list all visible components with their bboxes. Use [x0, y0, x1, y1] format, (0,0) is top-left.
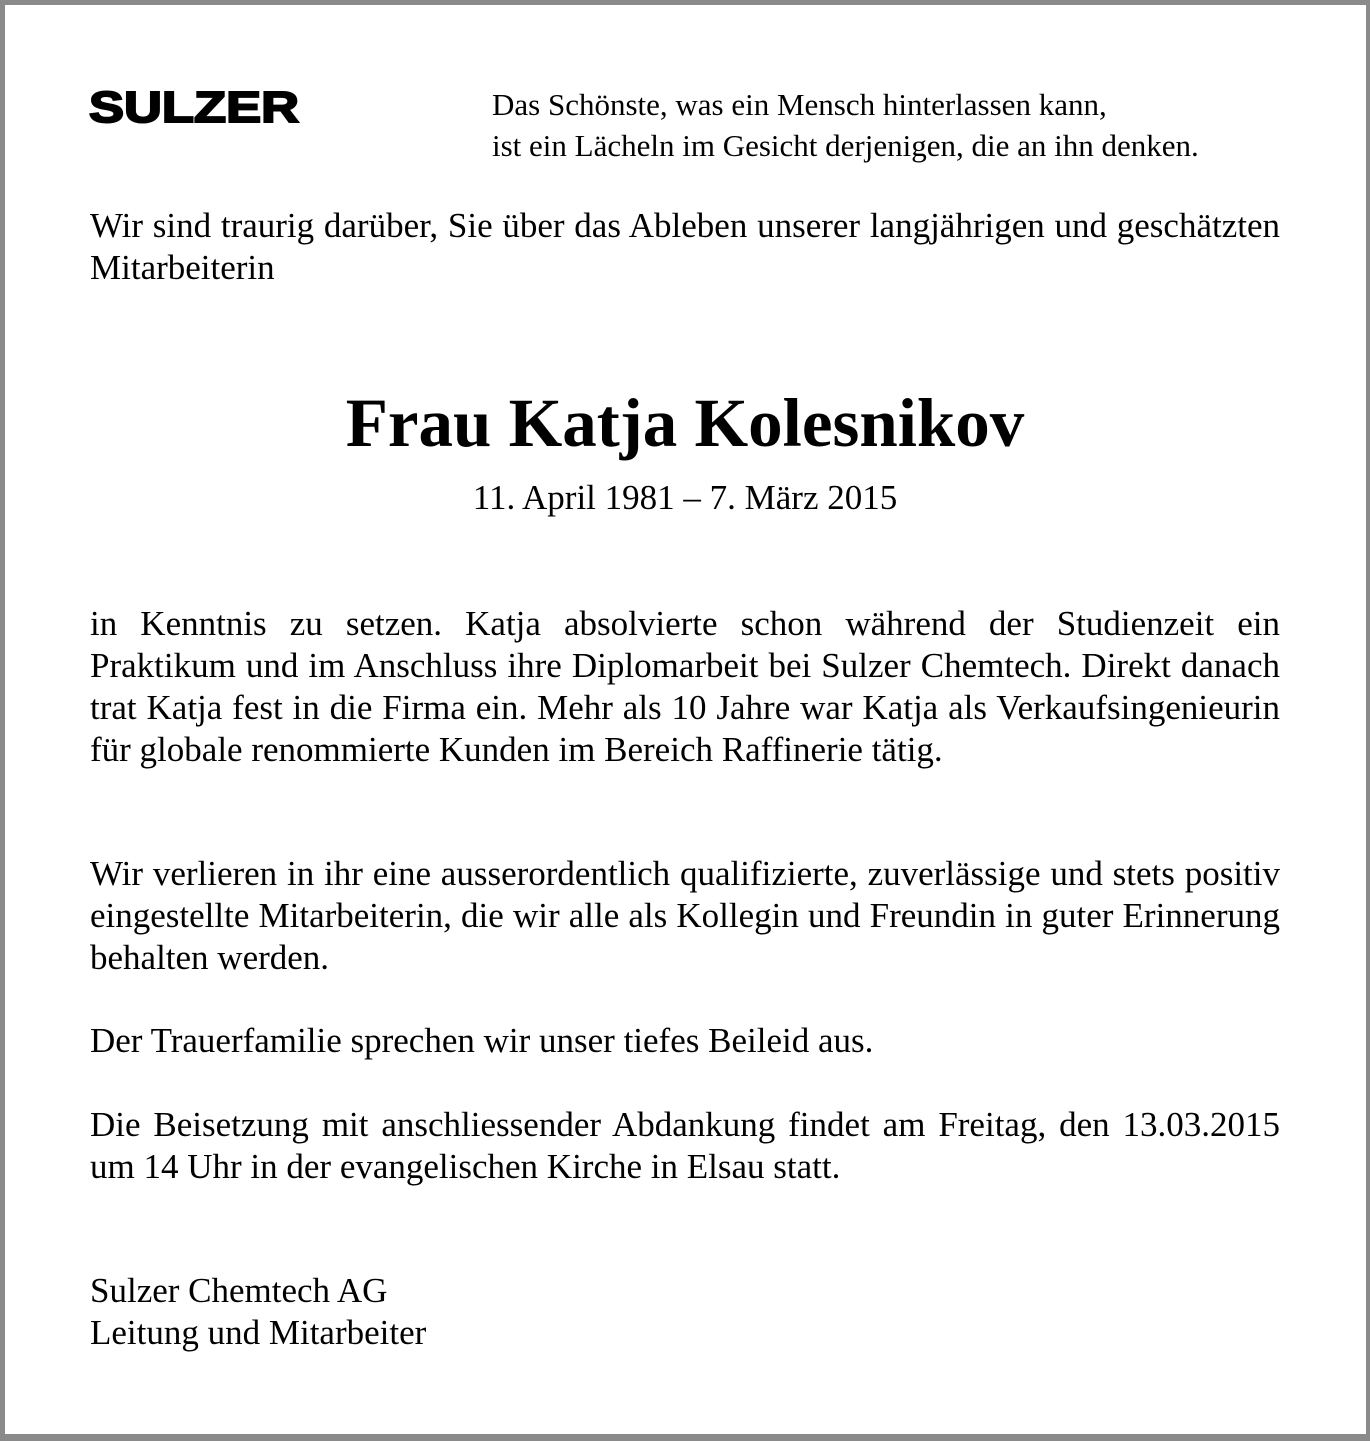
deceased-name: Frau Katja Kolesnikov — [345, 385, 1025, 461]
quote-line-1: Das Schönste, was ein Mensch hinterlassen kann, — [492, 87, 1107, 122]
signature-company: Sulzer Chemtech AG — [90, 1271, 388, 1310]
tribute-paragraph: Wir verlieren in ihr eine ausserordentlich qualifizierte, zuverlässige und stets positiv eingestellte Mitarbeiterin, die wir alle als Kollegin und Freundin in guter Erinnerung behalten werden. — [90, 854, 1280, 977]
intro-paragraph: Wir sind traurig darüber, Sie über das Ableben unserer langjährigen und geschätzten Mitarbeiterin — [90, 206, 1280, 287]
sulzer-logo — [89, 85, 303, 129]
condolence-paragraph: Der Trauerfamilie sprechen wir unser tiefes Beileid aus. — [90, 1021, 874, 1060]
career-paragraph: in Kenntnis zu setzen. Katja absolvierte schon während der Studienzeit ein Praktikum und im Anschluss ihre Diplomarbeit bei Sulzer Chemtech. Direkt danach trat Katja fest in die Firma ein. Mehr als 10 Jahre war Katja als Verkaufsingenieurin für globale renommierte Kunden im Bereich Raffinerie tätig. — [90, 604, 1280, 769]
quote-line-2: ist ein Lächeln im Gesicht derjenigen, die an ihn denken. — [492, 128, 1199, 163]
funeral-details-paragraph: Die Beisetzung mit anschliessender Abdankung findet am Freitag, den 13.03.2015 um 14 Uhr in der evangelischen Kirche in Elsau statt. — [90, 1105, 1280, 1186]
memorial-quote — [492, 84, 1292, 166]
signature-group: Leitung und Mitarbeiter — [90, 1313, 427, 1352]
signature-block — [90, 1270, 426, 1354]
sulzer-logo-graphic — [89, 85, 303, 129]
life-dates: 11. April 1981 – 7. März 2015 — [472, 478, 898, 517]
svg-text:SULZER: SULZER — [89, 85, 299, 129]
